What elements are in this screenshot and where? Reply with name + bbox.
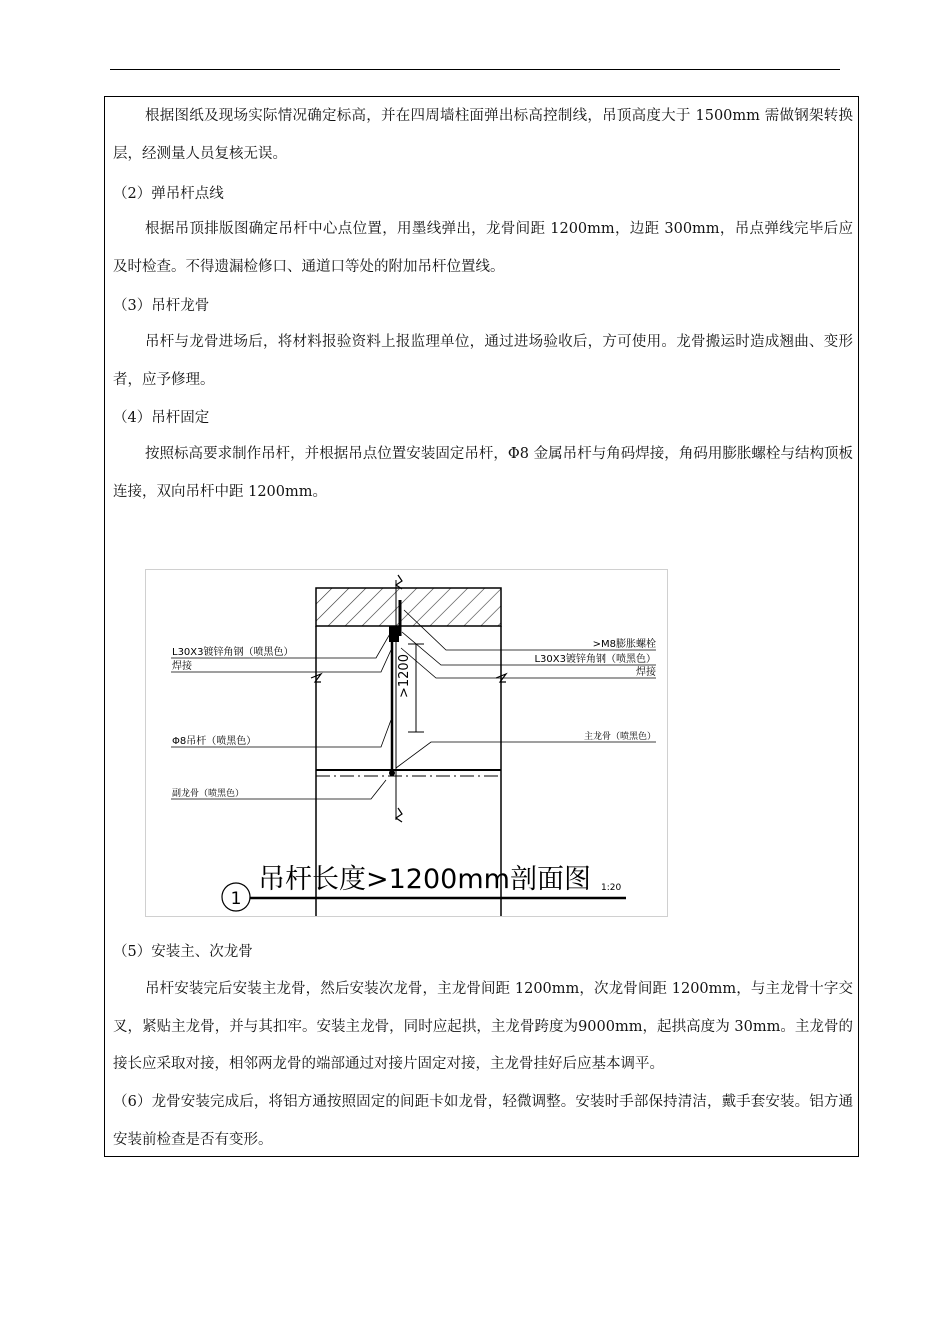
paragraph-hanger-fixing: 按照标高要求制作吊杆，并根据吊点位置安装固定吊杆，Φ8 金属吊杆与角码焊接，角码用膨胀螺栓与结构顶板连接，双向吊杆中距 1200mm。 <box>113 446 853 500</box>
label-weld-right: 焊接 <box>636 667 656 678</box>
paragraph-main-keel: 吊杆安装完后安装主龙骨，然后安装次龙骨，主龙骨间距 1200mm，次龙骨间距 1200mm，与主龙骨十字交叉，紧贴主龙骨，并与其扣牢。安装主龙骨，同时应起拱，主龙骨跨度为9000mm，起拱高度为 30mm。主龙骨的接长应采取对接，相邻两龙骨的端部通过对接片固定对接，主龙骨挂好后应基本调平。 <box>113 981 853 1072</box>
paragraph-elevation: 根据图纸及现场实际情况确定标高，并在四周墙柱面弹出标高控制线，吊顶高度大于 1500mm 需做钢架转换层，经测量人员复核无误。 <box>113 108 853 162</box>
figure-scale: 1:20 <box>601 883 622 893</box>
figure-number: 1 <box>230 889 242 909</box>
paragraph-aluminum-strips: （6）龙骨安装完成后，将铝方通按照固定的间距卡如龙骨，轻微调整。安装时手部保持清洁，戴手套安装。铝方通安装前检查是否有变形。 <box>113 1094 853 1148</box>
label-hanger-rod: Φ8吊杆（喷黑色） <box>172 736 257 747</box>
section-drawing <box>145 569 668 917</box>
angle-bracket <box>389 626 399 642</box>
label-bolt: >M8膨胀螺栓 <box>592 639 656 650</box>
label-weld-left: 焊接 <box>172 661 192 672</box>
dimension-text: >1200 <box>397 654 412 698</box>
header-rule <box>110 69 840 70</box>
break-mark <box>396 808 402 822</box>
heading-step-4: （4）吊杆固定 <box>113 410 210 426</box>
heading-step-5: （5）安装主、次龙骨 <box>113 944 253 960</box>
figure-title: 吊杆长度>1200mm剖面图 <box>258 864 591 895</box>
label-angle-right: L30X3镀锌角钢（喷黑色） <box>534 654 656 665</box>
leader-line <box>396 742 656 768</box>
label-main-keel: 主龙骨（喷黑色） <box>583 732 656 742</box>
label-secondary-keel: 副龙骨（喷黑色） <box>172 789 245 799</box>
paragraph-hanger-keel: 吊杆与龙骨进场后，将材料报验资料上报监理单位，通过进场验收后，方可使用。龙骨搬运时造成翘曲、变形者，应予修理。 <box>113 334 853 388</box>
paragraph-hanger-lines: 根据吊顶排版图确定吊杆中心点位置，用墨线弹出，龙骨间距 1200mm，边距 300mm，吊点弹线完毕后应及时检查。不得遗漏检修口、通道口等处的附加吊杆位置线。 <box>113 221 853 275</box>
heading-step-3: （3）吊杆龙骨 <box>113 298 210 314</box>
concrete-slab <box>316 588 501 626</box>
label-angle-left: L30X3镀锌角钢（喷黑色） <box>172 647 294 658</box>
section-drawing-svg <box>146 570 667 916</box>
break-mark <box>396 575 402 589</box>
heading-step-2: （2）弹吊杆点线 <box>113 186 224 202</box>
